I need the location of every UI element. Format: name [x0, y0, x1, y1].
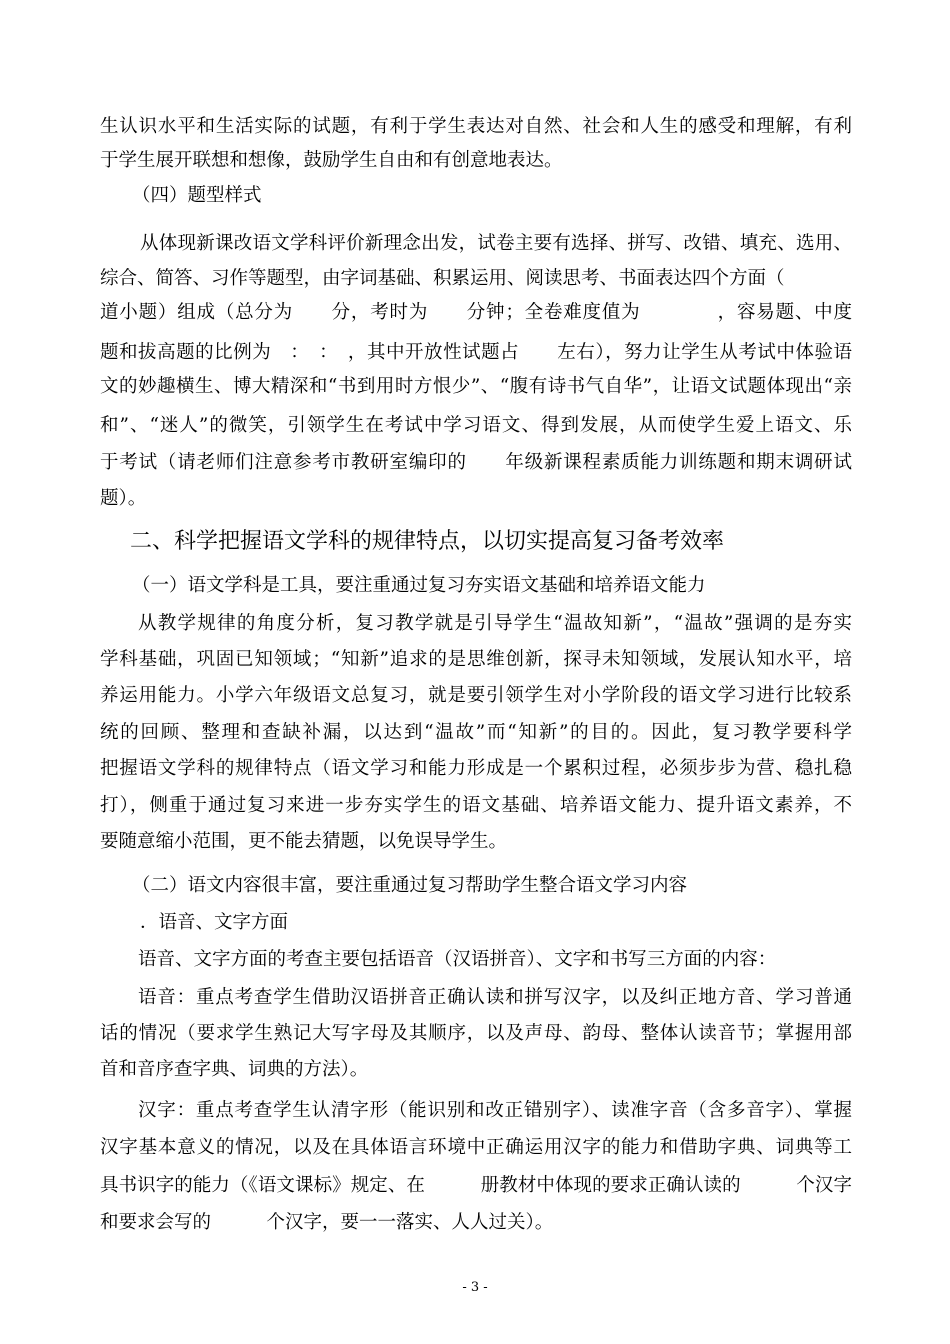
paragraph-line: 道小题）组成（总分为 分，考时为 分钟；全卷难度值为 ，容易题、中度: [100, 302, 852, 323]
paragraph-line: 把握语文学科的规律特点（语文学习和能力形成是一个累积过程，必须步步为营、稳扎稳: [100, 758, 852, 779]
paragraph-line: 和”、“迷人”的微笑，引领学生在考试中学习语文、得到发展，从而使学生爱上语文、乐: [100, 415, 852, 436]
paragraph-line: 养运用能力。小学六年级语文总复习，就是要引领学生对小学阶段的语文学习进行比较系: [100, 685, 852, 706]
paragraph-line: 要随意缩小范围，更不能去猜题，以免误导学生。: [100, 831, 508, 852]
paragraph-line: 题）。: [100, 488, 147, 509]
section-heading: 二、科学把握语文学科的规律特点，以切实提高复习备考效率: [130, 529, 725, 554]
subsection-heading: （一）语文学科是工具，要注重通过复习夯实语文基础和培养语文能力: [132, 575, 706, 596]
paragraph-line: 学科基础，巩固已知领域；“知新”追求的是思维创新，探寻未知领域，发展认知水平，培: [100, 649, 852, 670]
paragraph-line: 汉字基本意义的情况，以及在具体语言环境中正确运用汉字的能力和借助字典、词典等工: [100, 1137, 852, 1158]
paragraph-line: 语音、文字方面的考查主要包括语音（汉语拼音）、文字和书写三方面的内容：: [138, 949, 777, 970]
paragraph-line: 首和音序查字典、词典的方法）。: [100, 1059, 369, 1080]
paragraph-line: 语音：重点考查学生借助汉语拼音正确认读和拼写汉字，以及纠正地方音、学习普通: [138, 987, 852, 1008]
paragraph-line: 综合、简答、习作等题型，由字词基础、积累运用、阅读思考、书面表达四个方面（: [100, 268, 785, 289]
paragraph-line: 于学生展开联想和想像，鼓励学生自由和有创意地表达。: [100, 150, 563, 171]
paragraph-line: 统的回顾、整理和查缺补漏，以达到“温故”而“知新”的目的。因此，复习教学要科学: [100, 722, 852, 743]
subsection-item: ．语音、文字方面: [140, 912, 289, 933]
paragraph-line: 和要求会写的 个汉字，要一一落实、人人过关）。: [100, 1212, 554, 1233]
paragraph-line: 文的妙趣横生、博大精深和“书到用时方恨少”、“腹有诗书气自华”，让语文试题体现出“亲: [100, 376, 852, 397]
paragraph-line: 生认识水平和生活实际的试题，有利于学生表达对自然、社会和人生的感受和理解，有利: [100, 116, 852, 137]
subsection-heading: （二）语文内容很丰富，要注重通过复习帮助学生整合语文学习内容: [132, 875, 688, 896]
subsection-heading: （四）题型样式: [132, 185, 262, 206]
paragraph-line: 汉字：重点考查学生认清字形（能识别和改正错别字）、读准字音（含多音字）、掌握: [138, 1100, 852, 1121]
paragraph-line: 从体现新课改语文学科评价新理念出发，试卷主要有选择、拼写、改错、填充、选用、: [140, 233, 852, 254]
paragraph-line: 话的情况（要求学生熟记大写字母及其顺序，以及声母、韵母、整体认读音节；掌握用部: [100, 1023, 852, 1044]
paragraph-line: 从教学规律的角度分析，复习教学就是引导学生“温故知新”，“温故”强调的是夯实: [138, 613, 852, 634]
paragraph-line: 具书识字的能力（《语文课标》规定、在 册教材中体现的要求正确认读的 个汉字: [100, 1175, 852, 1196]
paragraph-line: 打），侧重于通过复习来进一步夯实学生的语文基础、培养语文能力、提升语文素养，不: [100, 795, 852, 816]
paragraph-line: 于考试（请老师们注意参考市教研室编印的 年级新课程素质能力训练题和期末调研试: [100, 452, 852, 473]
paragraph-line: 题和拔高题的比例为 ： ： ，其中开放性试题占 左右），努力让学生从考试中体验语: [100, 342, 852, 363]
page-number: - 3 -: [462, 1280, 488, 1295]
